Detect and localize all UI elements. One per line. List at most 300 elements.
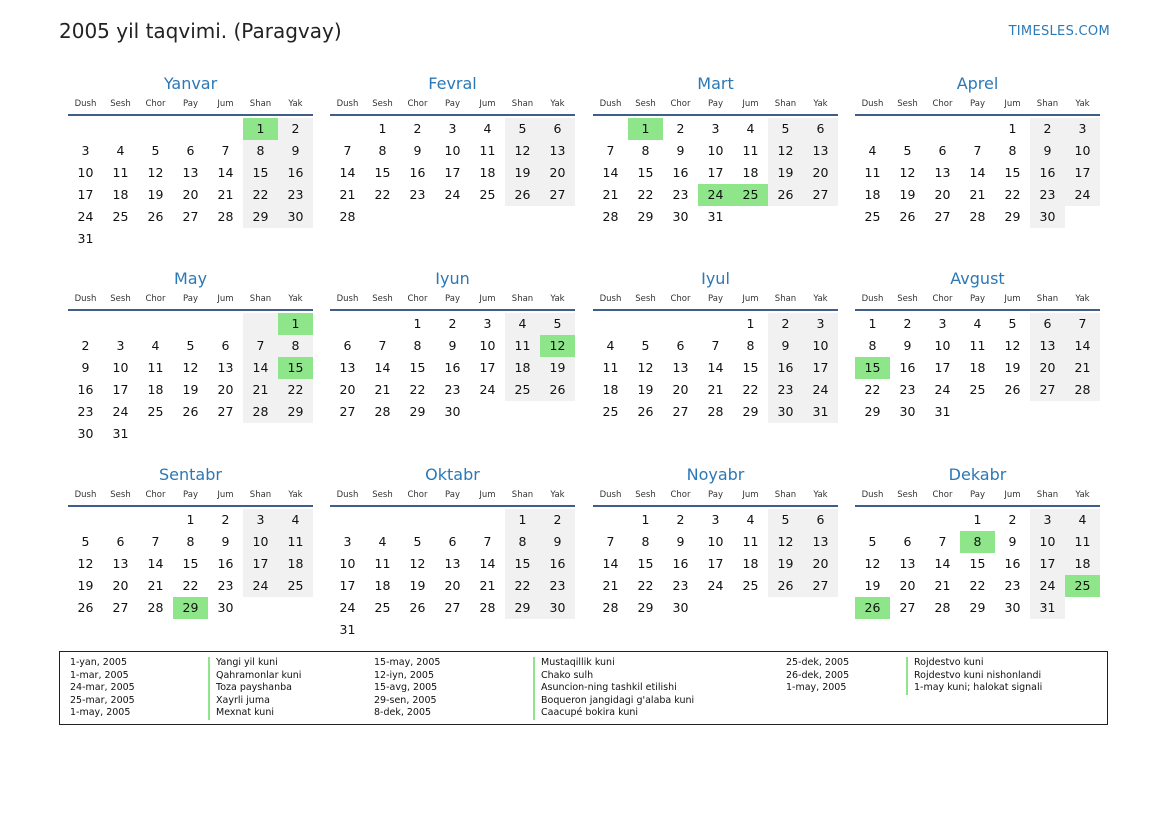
day-cell: 9 (278, 140, 313, 162)
weekday-label: Yak (550, 99, 565, 109)
day-cell: 17 (479, 360, 496, 375)
day-cell: 15 (1004, 165, 1021, 180)
weekday-label: Yak (813, 294, 828, 304)
day-cell: 29 (409, 404, 426, 419)
day-cell: 18 (864, 187, 881, 202)
day-cell: 29 (637, 600, 654, 615)
weekday-label: Chor (670, 99, 691, 109)
holiday-date: 25-dek, 2005 (786, 657, 850, 668)
day-cell: 24 (1030, 575, 1065, 597)
day-cell: 23 (672, 187, 689, 202)
day-cell: 10 (707, 534, 724, 549)
day-cell: 12 (768, 531, 803, 553)
empty-cell (208, 423, 243, 445)
weekday-header (68, 290, 313, 308)
day-cell: 12 (768, 140, 803, 162)
day-cell: 13 (803, 531, 838, 553)
day-cell: 13 (182, 165, 199, 180)
day-cell: 22 (243, 184, 278, 206)
day-cell: 12 (505, 140, 540, 162)
weekday-label: Pay (708, 294, 723, 304)
month-name: Iyul (701, 269, 730, 288)
empty-cell (698, 313, 733, 335)
day-cell: 27 (1030, 379, 1065, 401)
holiday-day-cell: 15 (278, 357, 313, 379)
day-cell: 16 (444, 360, 461, 375)
weekday-label: Jum (1004, 294, 1021, 304)
day-cell: 2 (448, 316, 457, 331)
empty-cell (855, 509, 890, 531)
day-cell: 6 (903, 534, 912, 549)
day-cell: 17 (934, 360, 951, 375)
day-cell: 10 (243, 531, 278, 553)
header-rule (68, 309, 313, 311)
day-cell: 24 (339, 600, 356, 615)
day-cell: 25 (742, 578, 759, 593)
day-cell: 4 (505, 313, 540, 335)
day-cell: 11 (742, 534, 759, 549)
day-cell: 29 (278, 401, 313, 423)
day-cell: 7 (938, 534, 947, 549)
day-grid (855, 313, 1100, 423)
day-cell: 3 (803, 313, 838, 335)
day-cell: 17 (707, 556, 724, 571)
day-cell: 20 (182, 187, 199, 202)
day-cell: 8 (641, 534, 650, 549)
site-link[interactable]: TIMESLES.COM (1008, 24, 1110, 39)
day-cell: 18 (374, 578, 391, 593)
day-cell: 15 (742, 360, 759, 375)
weekday-label: Shan (511, 490, 534, 500)
day-cell: 8 (413, 338, 422, 353)
day-cell: 2 (413, 121, 422, 136)
day-cell: 14 (707, 360, 724, 375)
day-cell: 8 (278, 335, 313, 357)
empty-cell (365, 313, 400, 335)
empty-cell (243, 313, 278, 335)
weekday-label: Shan (249, 490, 272, 500)
day-cell: 12 (1004, 338, 1021, 353)
day-cell: 20 (803, 162, 838, 184)
month-avgust (855, 268, 1100, 423)
day-cell: 4 (151, 338, 160, 353)
day-grid (68, 509, 313, 619)
holiday-name: Caacupé bokira kuni (533, 707, 694, 720)
holiday-name: Chako sulh (533, 670, 694, 683)
day-cell: 28 (339, 209, 356, 224)
day-cell: 27 (899, 600, 916, 615)
empty-cell (208, 313, 243, 335)
weekday-header (593, 95, 838, 113)
day-cell: 11 (969, 338, 986, 353)
day-cell: 9 (1008, 534, 1017, 549)
day-cell: 11 (864, 165, 881, 180)
day-cell: 18 (1065, 553, 1100, 575)
weekday-label: Jum (479, 99, 496, 109)
empty-cell (593, 509, 628, 531)
holiday-day-cell: 25 (1065, 575, 1100, 597)
day-cell: 27 (672, 404, 689, 419)
day-cell: 10 (444, 143, 461, 158)
day-cell: 27 (339, 404, 356, 419)
holiday-date: 15-may, 2005 (374, 657, 441, 668)
day-cell: 12 (409, 556, 426, 571)
empty-cell (540, 206, 575, 228)
header-rule (330, 505, 575, 507)
empty-cell (1065, 206, 1100, 228)
empty-cell (68, 313, 103, 335)
weekday-header (330, 95, 575, 113)
empty-cell (68, 118, 103, 140)
weekday-label: Sesh (635, 294, 656, 304)
day-cell: 2 (903, 316, 912, 331)
weekday-label: Dush (861, 490, 884, 500)
empty-cell (470, 619, 505, 641)
day-cell: 28 (1065, 379, 1100, 401)
empty-cell (628, 313, 663, 335)
day-cell: 14 (479, 556, 496, 571)
day-cell: 2 (278, 118, 313, 140)
empty-cell (505, 206, 540, 228)
weekday-label: Pay (970, 490, 985, 500)
day-cell: 6 (803, 509, 838, 531)
holiday-day-cell: 12 (540, 335, 575, 357)
day-cell: 2 (221, 512, 230, 527)
day-cell: 20 (672, 382, 689, 397)
day-cell: 5 (1008, 316, 1017, 331)
day-cell: 29 (637, 209, 654, 224)
weekday-label: Dush (336, 99, 359, 109)
day-cell: 27 (803, 575, 838, 597)
day-cell: 2 (676, 121, 685, 136)
empty-cell (1065, 401, 1100, 423)
empty-cell (470, 206, 505, 228)
day-cell: 3 (1030, 509, 1065, 531)
holiday-date: 1-may, 2005 (70, 707, 131, 719)
weekday-label: Sesh (110, 99, 131, 109)
weekday-label: Yak (288, 99, 303, 109)
day-cell: 5 (413, 534, 422, 549)
day-cell: 22 (182, 578, 199, 593)
empty-cell (890, 509, 925, 531)
weekday-header (330, 290, 575, 308)
holiday-name: Yangi yil kuni (208, 657, 301, 670)
weekday-label: Sesh (635, 99, 656, 109)
day-cell: 10 (934, 338, 951, 353)
day-cell: 21 (1065, 357, 1100, 379)
day-cell: 18 (742, 556, 759, 571)
day-cell: 12 (182, 360, 199, 375)
day-cell: 22 (505, 575, 540, 597)
day-cell: 27 (934, 209, 951, 224)
day-cell: 31 (77, 231, 94, 246)
empty-cell (400, 206, 435, 228)
day-cell: 10 (479, 338, 496, 353)
holiday-day-cell: 26 (855, 597, 890, 619)
day-cell: 6 (343, 338, 352, 353)
day-cell: 11 (602, 360, 619, 375)
day-cell: 13 (899, 556, 916, 571)
day-cell: 17 (243, 553, 278, 575)
holiday-date: 15-avg, 2005 (374, 682, 438, 694)
weekday-label: Yak (288, 490, 303, 500)
day-cell: 15 (505, 553, 540, 575)
page-title: 2005 yil taqvimi. (Paragvay) (59, 19, 342, 43)
day-cell: 22 (637, 187, 654, 202)
weekday-label: Chor (670, 490, 691, 500)
day-cell: 1 (186, 512, 195, 527)
holiday-name: Qahramonlar kuni (208, 670, 301, 683)
empty-cell (103, 228, 138, 250)
day-cell: 10 (803, 335, 838, 357)
weekday-label: Jum (217, 294, 234, 304)
day-cell: 16 (278, 162, 313, 184)
weekday-label: Shan (774, 490, 797, 500)
day-cell: 28 (969, 209, 986, 224)
day-cell: 18 (602, 382, 619, 397)
day-cell: 7 (973, 143, 982, 158)
day-cell: 28 (934, 600, 951, 615)
day-cell: 31 (803, 401, 838, 423)
day-cell: 28 (374, 404, 391, 419)
day-cell: 3 (938, 316, 947, 331)
day-cell: 11 (742, 143, 759, 158)
day-cell: 21 (602, 187, 619, 202)
weekday-label: Pay (445, 99, 460, 109)
day-grid (855, 509, 1100, 619)
empty-cell (768, 597, 803, 619)
day-cell: 29 (969, 600, 986, 615)
weekday-label: Jum (1004, 99, 1021, 109)
empty-cell (470, 509, 505, 531)
day-cell: 9 (903, 338, 912, 353)
holiday-date: 12-iyn, 2005 (374, 669, 435, 681)
day-cell: 1 (973, 512, 982, 527)
day-cell: 6 (1030, 313, 1065, 335)
day-cell: 23 (217, 578, 234, 593)
weekday-label: Sesh (635, 490, 656, 500)
weekday-label: Shan (1036, 490, 1059, 500)
holiday-day-cell: 1 (278, 313, 313, 335)
weekday-label: Dush (336, 490, 359, 500)
empty-cell (698, 597, 733, 619)
day-cell: 11 (112, 165, 129, 180)
month-name: Yanvar (163, 74, 218, 93)
day-cell: 6 (803, 118, 838, 140)
weekday-label: Shan (774, 294, 797, 304)
legend-dates-2 (374, 657, 440, 720)
weekday-label: Chor (407, 490, 428, 500)
day-cell: 3 (1065, 118, 1100, 140)
weekday-label: Pay (708, 99, 723, 109)
month-name: Sentabr (159, 465, 222, 484)
day-cell: 31 (112, 426, 129, 441)
holiday-day-cell: 15 (855, 357, 890, 379)
day-cell: 21 (602, 578, 619, 593)
day-cell: 30 (77, 426, 94, 441)
day-cell: 30 (672, 600, 689, 615)
day-cell: 7 (221, 143, 230, 158)
month-name: Aprel (956, 74, 999, 93)
day-cell: 19 (768, 553, 803, 575)
weekday-label: Yak (288, 294, 303, 304)
day-cell: 19 (147, 187, 164, 202)
day-cell: 26 (409, 600, 426, 615)
empty-cell (890, 118, 925, 140)
day-cell: 17 (444, 165, 461, 180)
day-cell: 30 (217, 600, 234, 615)
day-cell: 5 (186, 338, 195, 353)
day-cell: 22 (742, 382, 759, 397)
day-cell: 4 (973, 316, 982, 331)
day-cell: 21 (479, 578, 496, 593)
empty-cell (925, 118, 960, 140)
weekday-label: Yak (1075, 99, 1090, 109)
empty-cell (138, 228, 173, 250)
empty-cell (435, 619, 470, 641)
day-cell: 15 (374, 165, 391, 180)
day-cell: 17 (339, 578, 356, 593)
day-cell: 6 (116, 534, 125, 549)
weekday-label: Sesh (372, 99, 393, 109)
month-dekabr (855, 464, 1100, 619)
day-cell: 2 (1030, 118, 1065, 140)
weekday-label: Sesh (110, 294, 131, 304)
header-rule (855, 114, 1100, 116)
day-cell: 26 (77, 600, 94, 615)
weekday-label: Yak (813, 490, 828, 500)
month-name: Iyun (435, 269, 470, 288)
empty-cell (733, 206, 768, 228)
day-cell: 7 (378, 338, 387, 353)
day-cell: 4 (278, 509, 313, 531)
holiday-day-cell: 1 (628, 118, 663, 140)
empty-cell (278, 597, 313, 619)
empty-cell (208, 118, 243, 140)
day-cell: 24 (112, 404, 129, 419)
weekday-label: Dush (74, 294, 97, 304)
day-cell: 8 (1008, 143, 1017, 158)
day-cell: 7 (606, 534, 615, 549)
day-cell: 11 (278, 531, 313, 553)
day-cell: 15 (637, 556, 654, 571)
weekday-label: Pay (970, 294, 985, 304)
day-cell: 26 (540, 379, 575, 401)
day-cell: 2 (1008, 512, 1017, 527)
day-cell: 21 (243, 379, 278, 401)
month-iyun (330, 268, 575, 423)
weekday-label: Yak (550, 490, 565, 500)
day-cell: 23 (672, 578, 689, 593)
holiday-date: 1-may, 2005 (786, 682, 847, 694)
weekday-header (68, 486, 313, 504)
day-cell: 18 (278, 553, 313, 575)
empty-cell (173, 313, 208, 335)
legend-names-1 (208, 657, 301, 720)
weekday-label: Sesh (372, 294, 393, 304)
day-cell: 30 (899, 404, 916, 419)
empty-cell (855, 118, 890, 140)
day-cell: 6 (448, 534, 457, 549)
day-cell: 19 (899, 187, 916, 202)
day-cell: 9 (413, 143, 422, 158)
day-cell: 9 (676, 143, 685, 158)
month-may (68, 268, 313, 445)
day-cell: 3 (711, 121, 720, 136)
day-cell: 30 (672, 209, 689, 224)
empty-cell (243, 228, 278, 250)
day-cell: 1 (1008, 121, 1017, 136)
day-cell: 7 (151, 534, 160, 549)
weekday-label: Chor (932, 99, 953, 109)
day-cell: 21 (707, 382, 724, 397)
day-cell: 11 (1065, 531, 1100, 553)
day-cell: 15 (969, 556, 986, 571)
day-cell: 13 (339, 360, 356, 375)
month-sentabr (68, 464, 313, 619)
month-mart (593, 73, 838, 228)
day-cell: 4 (1065, 509, 1100, 531)
day-cell: 21 (934, 578, 951, 593)
day-cell: 24 (707, 578, 724, 593)
day-cell: 4 (378, 534, 387, 549)
day-cell: 28 (602, 600, 619, 615)
day-cell: 14 (243, 357, 278, 379)
holiday-date: 1-yan, 2005 (70, 657, 127, 668)
day-cell: 24 (444, 187, 461, 202)
weekday-label: Chor (145, 294, 166, 304)
day-cell: 6 (540, 118, 575, 140)
day-cell: 12 (864, 556, 881, 571)
day-cell: 26 (1004, 382, 1021, 397)
day-cell: 30 (444, 404, 461, 419)
day-cell: 7 (243, 335, 278, 357)
empty-cell (505, 619, 540, 641)
empty-cell (470, 401, 505, 423)
empty-cell (505, 401, 540, 423)
day-cell: 13 (1030, 335, 1065, 357)
day-cell: 30 (1030, 206, 1065, 228)
day-cell: 29 (742, 404, 759, 419)
weekday-label: Shan (249, 294, 272, 304)
holiday-date: 1-mar, 2005 (70, 669, 129, 681)
day-cell: 18 (505, 357, 540, 379)
weekday-label: Dush (599, 490, 622, 500)
day-cell: 24 (77, 209, 94, 224)
month-name: Fevral (428, 74, 477, 93)
day-cell: 3 (343, 534, 352, 549)
empty-cell (243, 597, 278, 619)
header-rule (593, 309, 838, 311)
day-cell: 8 (746, 338, 755, 353)
day-cell: 20 (112, 578, 129, 593)
day-grid (68, 313, 313, 445)
day-cell: 19 (768, 162, 803, 184)
day-cell: 27 (803, 184, 838, 206)
empty-cell (925, 509, 960, 531)
day-cell: 2 (540, 509, 575, 531)
legend-dates-1 (70, 657, 135, 720)
empty-cell (173, 118, 208, 140)
empty-cell (960, 118, 995, 140)
month-aprel (855, 73, 1100, 228)
day-grid (593, 118, 838, 228)
day-cell: 13 (540, 140, 575, 162)
day-cell: 5 (505, 118, 540, 140)
day-cell: 12 (637, 360, 654, 375)
holiday-day-cell: 8 (960, 531, 995, 553)
day-cell: 1 (641, 512, 650, 527)
